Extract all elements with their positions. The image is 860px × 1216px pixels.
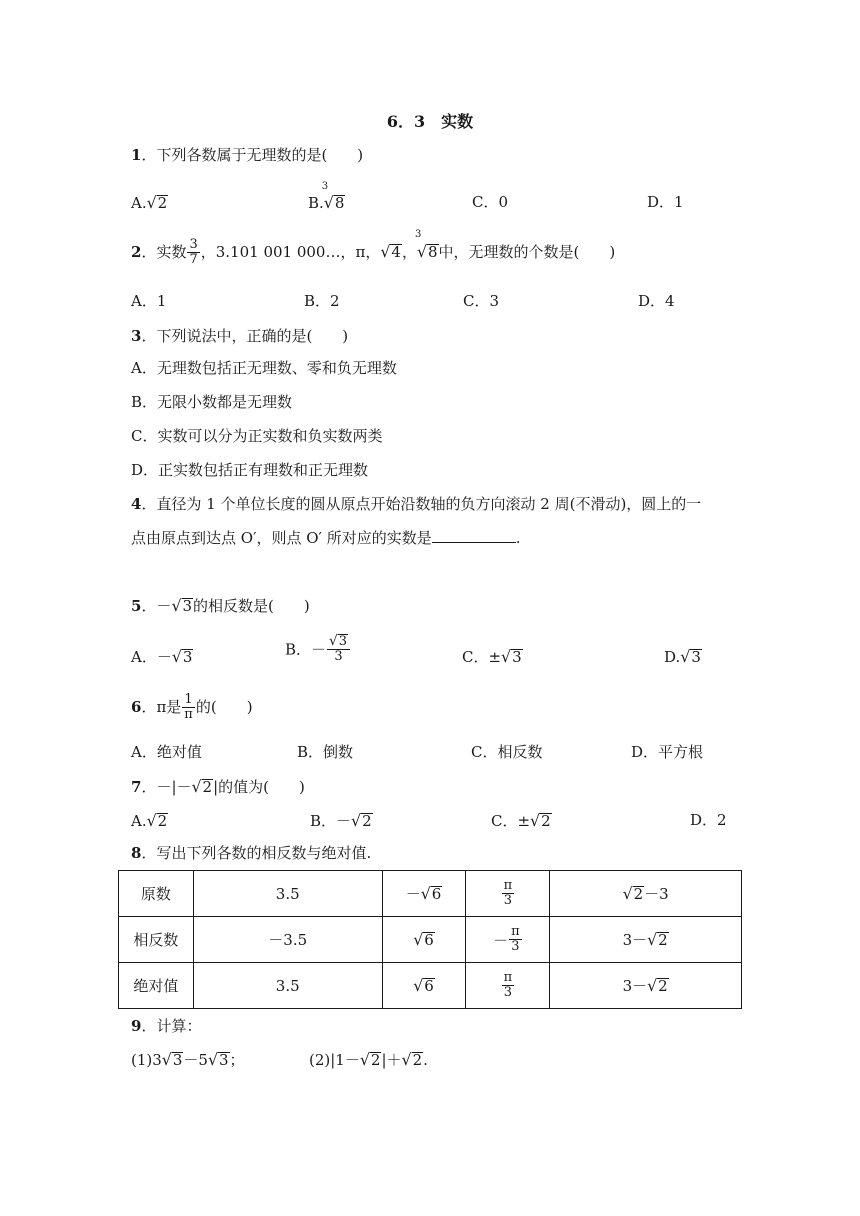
q1-option-d: D．1 xyxy=(647,193,684,211)
expression-text: . xyxy=(423,1051,428,1069)
radical-sign: √ xyxy=(329,633,338,649)
radicand: 2 xyxy=(541,812,551,830)
page-title: 6．3 实数 xyxy=(386,112,474,131)
radicand: 2 xyxy=(633,885,644,903)
radicand: 3 xyxy=(172,1051,183,1069)
radical-sign: √ xyxy=(401,1050,412,1069)
radical-sign: √ xyxy=(146,811,157,830)
question-number: 6 xyxy=(131,698,142,717)
radicand: 8 xyxy=(334,194,345,212)
radicand: 2 xyxy=(370,1051,381,1069)
question-text: ．直径为 1 个单位长度的圆从原点开始沿数轴的负方向滚动 2 周(不滑动)，圆上的一 xyxy=(141,495,702,513)
question-number: 3 xyxy=(131,327,142,345)
fraction xyxy=(187,238,199,268)
radicand: 2 xyxy=(157,194,168,212)
radicand: 2 xyxy=(157,812,168,830)
q5-option-d xyxy=(664,649,702,666)
q2-option-d: D．4 xyxy=(638,292,675,310)
cell-text: －3 xyxy=(644,885,669,903)
q3-option-d: D．正实数包括正有理数和正无理数 xyxy=(131,461,369,479)
radical-sign: √ xyxy=(380,241,391,261)
row-header: 绝对值 xyxy=(119,963,194,1009)
q5-option-b xyxy=(285,634,351,665)
denominator: 3 xyxy=(503,893,512,908)
table-cell xyxy=(466,963,550,1009)
table-row xyxy=(119,917,742,963)
expression-text: (1)3 xyxy=(131,1051,162,1069)
table-cell: 3.5 xyxy=(193,871,382,917)
radical-sign: √ xyxy=(323,193,334,212)
q9-part-1 xyxy=(131,1052,245,1069)
numerator: π xyxy=(503,877,513,893)
fraction xyxy=(509,925,522,955)
radicand: 3 xyxy=(691,648,701,666)
radicand: 3 xyxy=(512,648,522,666)
radicand: 2 xyxy=(202,778,213,796)
radicand: 4 xyxy=(391,242,401,261)
option-label: A．－ xyxy=(131,648,172,666)
expression-text: －5 xyxy=(183,1051,208,1069)
expression-text: |＋ xyxy=(381,1051,402,1069)
question-9-stem xyxy=(131,1019,201,1034)
radicand: 3 xyxy=(182,648,193,666)
question-number: 1 xyxy=(131,146,142,164)
question-text: ．下列各数属于无理数的是( ) xyxy=(141,146,364,164)
numerator: 1 xyxy=(184,692,193,707)
option-label: B．－ xyxy=(310,812,352,830)
radicand: 2 xyxy=(362,812,372,830)
minus-sign: － xyxy=(405,885,421,903)
question-1-stem xyxy=(131,148,363,163)
radicand: 8 xyxy=(428,242,438,261)
question-text: ．计算： xyxy=(141,1017,202,1035)
q2-option-b: B．2 xyxy=(304,292,340,310)
numerator: π xyxy=(511,923,520,939)
radical-sign: √ xyxy=(351,811,362,830)
option-label: B. xyxy=(308,194,324,212)
denominator: 7 xyxy=(189,252,198,268)
fraction xyxy=(502,879,515,909)
table-cell xyxy=(550,871,742,917)
question-2-stem xyxy=(131,228,616,268)
radicand: 2 xyxy=(658,931,668,949)
table-cell: 3.5 xyxy=(193,963,382,1009)
table-row xyxy=(119,963,742,1009)
question-7-stem xyxy=(131,779,305,796)
question-number: 9 xyxy=(131,1017,142,1035)
row-header: 原数 xyxy=(119,871,194,917)
q3-option-b: B．无限小数都是无理数 xyxy=(131,393,293,411)
q6-option-d: D．平方根 xyxy=(631,743,704,761)
fraction xyxy=(182,693,195,723)
table-cell xyxy=(550,963,742,1009)
denominator: 3 xyxy=(503,985,512,1000)
q7-option-d: D．2 xyxy=(690,811,727,829)
q3-option-c: C．实数可以分为正实数和负实数两类 xyxy=(131,427,383,445)
radical-sign: √ xyxy=(191,777,202,796)
table-cell xyxy=(550,917,742,963)
radicand: 3 xyxy=(218,1051,229,1069)
root-index: 3 xyxy=(321,181,329,192)
denominator: 3 xyxy=(511,939,520,954)
q7-option-b xyxy=(310,813,373,830)
radical-sign: √ xyxy=(416,241,427,261)
radicand: 2 xyxy=(658,977,668,995)
question-3-stem xyxy=(131,329,348,344)
question-text: 点由原点到达点 O′，则点 O′ 所对应的实数是 xyxy=(131,529,432,547)
question-text: 的( ) xyxy=(195,698,253,717)
option-label: D. xyxy=(664,648,681,666)
denominator: 3 xyxy=(334,649,343,665)
question-4-line-1 xyxy=(131,497,701,512)
q5-option-a xyxy=(131,649,193,666)
q9-part-2 xyxy=(309,1052,428,1069)
radicand: 3 xyxy=(182,597,193,615)
question-text: ，3.101 001 000…，π， xyxy=(200,242,381,261)
numerator: π xyxy=(503,969,513,985)
question-text: ．实数 xyxy=(141,242,187,261)
q5-option-c xyxy=(462,649,523,666)
table-cell: －3.5 xyxy=(193,917,382,963)
question-number: 4 xyxy=(131,495,142,513)
question-text: ．－|－ xyxy=(141,778,192,796)
radical-sign: √ xyxy=(647,930,658,949)
q6-option-b: B．倒数 xyxy=(297,743,354,761)
q3-option-a: A．无理数包括正无理数、零和负无理数 xyxy=(131,359,397,377)
cube-root xyxy=(414,228,427,263)
fraction xyxy=(327,634,350,665)
expression-text: ； xyxy=(229,1051,245,1069)
q6-option-c: C．相反数 xyxy=(471,743,543,761)
radical-sign: √ xyxy=(161,1050,172,1069)
radical-sign: √ xyxy=(501,647,512,666)
radical-sign: √ xyxy=(207,1050,218,1069)
table-cell xyxy=(466,871,550,917)
radical-sign: √ xyxy=(530,811,541,830)
question-text: |的值为( ) xyxy=(213,778,305,796)
question-8-stem xyxy=(131,846,371,861)
minus-sign: － xyxy=(493,931,509,949)
question-number: 2 xyxy=(131,242,142,261)
radical-sign: √ xyxy=(647,976,658,995)
period: . xyxy=(515,529,521,547)
radicand: 6 xyxy=(424,977,434,995)
q7-option-a xyxy=(131,813,168,830)
q1-option-b xyxy=(308,181,345,212)
expression-text: (2)|1－ xyxy=(309,1051,360,1069)
radical-sign: √ xyxy=(680,647,691,666)
cell-text: 3－ xyxy=(622,977,648,995)
separator: ， xyxy=(401,242,417,261)
q2-option-c: C．3 xyxy=(463,292,500,310)
option-label: C．± xyxy=(491,812,531,830)
question-text: ．－ xyxy=(141,597,172,615)
radical-sign: √ xyxy=(413,976,424,995)
question-number: 5 xyxy=(131,597,142,615)
question-6-stem xyxy=(131,693,253,723)
answer-table xyxy=(118,870,742,1009)
table-cell xyxy=(466,917,550,963)
option-label: B．－ xyxy=(285,640,327,659)
radical-sign: √ xyxy=(359,1050,370,1069)
cell-text: 3－ xyxy=(622,931,648,949)
radicand: 3 xyxy=(338,634,348,649)
option-label: A. xyxy=(131,194,147,212)
radicand: 2 xyxy=(412,1051,423,1069)
question-text: ．写出下列各数的相反数与绝对值. xyxy=(141,844,372,862)
question-text: ．下列说法中，正确的是( ) xyxy=(141,327,349,345)
radicand: 6 xyxy=(431,885,442,903)
cube-root xyxy=(321,181,334,212)
table-row xyxy=(119,871,742,917)
option-label: C．± xyxy=(462,648,502,666)
table-cell xyxy=(382,917,466,963)
denominator: π xyxy=(184,707,193,723)
q6-option-a: A．绝对值 xyxy=(131,743,202,761)
question-5-stem xyxy=(131,598,310,615)
radicand: 6 xyxy=(424,931,434,949)
q2-option-a: A．1 xyxy=(131,292,167,310)
answer-blank[interactable] xyxy=(432,541,516,543)
fraction xyxy=(502,971,515,1001)
q7-option-c xyxy=(491,813,552,830)
table-cell xyxy=(382,963,466,1009)
row-header: 相反数 xyxy=(119,917,194,963)
q1-option-a xyxy=(131,195,168,212)
radical-sign: √ xyxy=(420,884,431,903)
radical-sign: √ xyxy=(171,647,182,666)
option-label: A. xyxy=(131,812,147,830)
question-number: 7 xyxy=(131,778,142,796)
radical-sign: √ xyxy=(171,596,182,615)
root-index: 3 xyxy=(414,228,422,240)
radical-sign: √ xyxy=(622,884,633,903)
question-text: ．π是 xyxy=(141,698,182,717)
question-number: 8 xyxy=(131,844,142,862)
question-text: 中，无理数的个数是( ) xyxy=(438,242,616,261)
question-4-line-2 xyxy=(131,531,521,546)
radical-sign: √ xyxy=(146,193,157,212)
radical-sign: √ xyxy=(413,930,424,949)
table-cell xyxy=(382,871,466,917)
numerator xyxy=(327,634,350,650)
q1-option-c: C．0 xyxy=(472,193,509,211)
numerator: 3 xyxy=(189,237,198,252)
question-text: 的相反数是( ) xyxy=(193,597,310,615)
